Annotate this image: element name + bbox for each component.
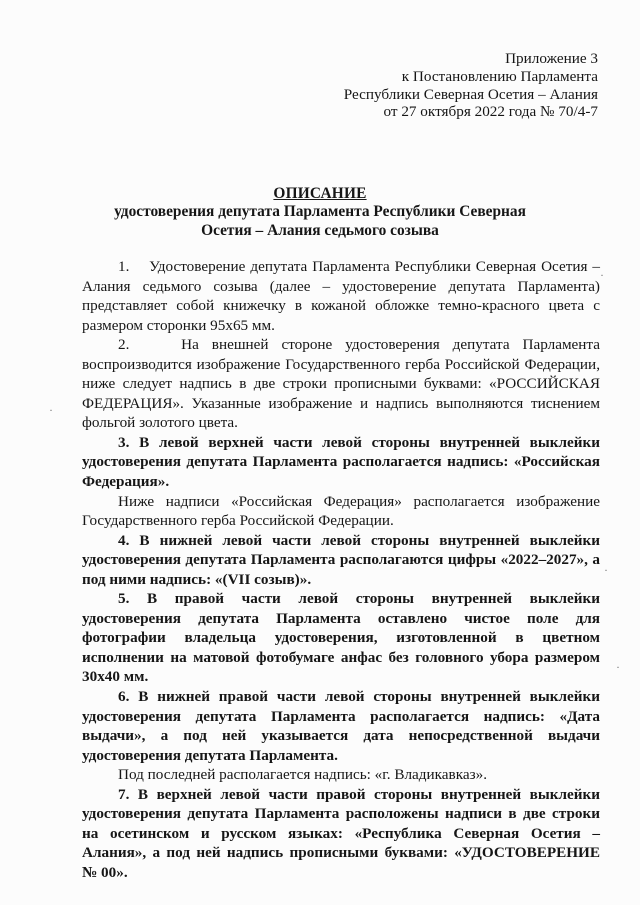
document-title	[70, 185, 570, 240]
appendix-line-3: Республики Северная Осетия – Алания	[343, 85, 598, 103]
title-main: ОПИСАНИЕ	[273, 185, 367, 202]
title-subtitle-line-2: Осетия – Алания седьмого созыва	[201, 221, 439, 239]
paragraph-5: 5. В правой части левой стороны внутренней выклейки удостоверения депутата Парламента оставлено чистое поле для фотографии владельца удостоверения, изготовленной в цветном исполнении на матовой фотобумаге анфас без головного убора размером 30х40 мм.	[82, 590, 600, 686]
paragraph-1: 1. Удостоверение депутата Парламента Республики Северная Осетия – Алания седьмого созыва (далее – удостоверение депутата Парламента) представляет собой книжечку в кожаной обложке темно-красного цвета с размером сторонки 95х65 мм.	[82, 258, 600, 334]
paragraph-6-continuation: Под последней располагается надпись: «г. Владикавказ».	[118, 766, 487, 784]
scan-speck: ·	[616, 660, 620, 674]
appendix-header	[344, 50, 598, 121]
paragraph-7: 7. В верхней левой части правой стороны внутренней выклейки удостоверения депутата Парламента расположены надписи в две строки на осетинском и русском языках: «Республика Северная Осетия – Алания», а под ней надпись прописными буквами: «УДОСТОВЕРЕНИЕ № 00».	[82, 785, 600, 881]
paragraph-2: 2. На внешней стороне удостоверения депутата Парламента воспроизводится изображение Государственного герба Российской Федерации, ниже следует надпись в две строки прописными буквами: «РОССИЙСКАЯ ФЕДЕРАЦИЯ». Указанные изображение и надпись выполняются тиснением фольгой золотого цвета.	[82, 336, 600, 432]
appendix-line-1: Приложение 3	[505, 50, 598, 67]
paragraph-6: 6. В нижней правой части левой стороны внутренней выклейки удостоверения депутата Парламента располагается надпись: «Дата выдачи», а под ней указывается дата непосредственной выдачи удостоверения депутата Парламента.	[82, 688, 600, 764]
paragraph-3-continuation: Ниже надписи «Российская Федерация» располагается изображение Государственного герба Российской Федерации.	[82, 492, 600, 530]
paragraph-4: 4. В нижней левой части левой стороны внутренней выклейки удостоверения депутата Парламента располагаются цифры «2022–2027», а под ними надпись: «(VII созыв)».	[82, 531, 600, 588]
scan-speck: ·	[600, 268, 604, 282]
scan-speck: ·	[49, 403, 53, 417]
document-body	[82, 257, 600, 883]
paragraph-3: 3. В левой верхней части левой стороны внутренней выклейки удостоверения депутата Парламента располагается надпись: «Российская Федерация».	[82, 433, 600, 491]
appendix-line-2: к Постановлению Парламента	[401, 67, 598, 85]
title-subtitle-line-1: удостоверения депутата Парламента Республики Северная	[114, 203, 526, 221]
scan-speck: ·	[604, 563, 608, 577]
appendix-line-4: от 27 октября 2022 года № 70/4-7	[383, 103, 598, 121]
